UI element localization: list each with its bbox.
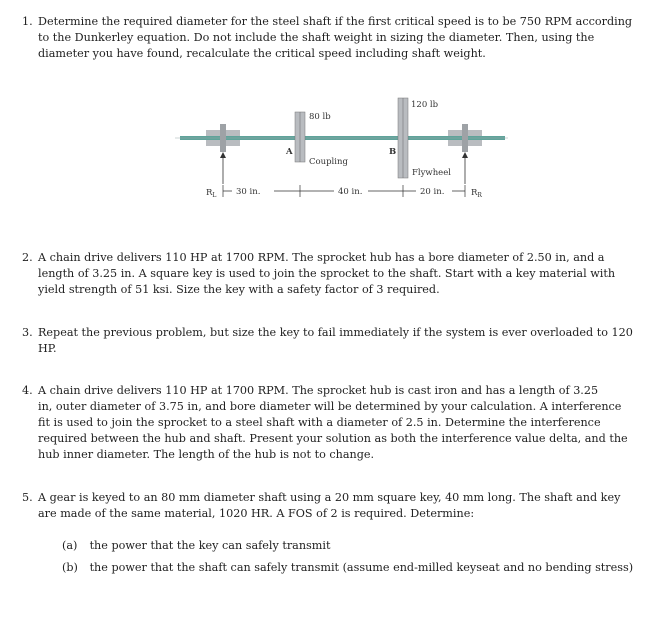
problem-5-subitem-a <box>62 538 642 554</box>
subitem-text: the power that the shaft can safely transmit (assume end-milled keyseat and no bending stress) <box>89 561 634 574</box>
dimension-30-label: 30 in. <box>236 187 261 197</box>
problem-number: 5. <box>22 491 33 504</box>
problem-text-line: yield strength of 51 ksi. Size the key with a safety factor of 3 required. <box>38 283 440 296</box>
problem-number: 2. <box>22 251 33 264</box>
problem-text-line: fit is used to join the sprocket to a steel shaft with a diameter of 2.5 in. Determine the interference <box>38 416 601 429</box>
dimension-20-label: 20 in. <box>420 187 445 197</box>
problem-text-line: hub inner diameter. The length of the hub is not to change. <box>38 448 375 461</box>
right-bearing-support <box>462 124 468 152</box>
coupling-label: Coupling <box>309 157 348 167</box>
problem-text-line: A chain drive delivers 110 HP at 1700 RPM. The sprocket hub is cast iron and has a length of 3.25 <box>38 384 599 397</box>
problem-text-line: Repeat the previous problem, but size the key to fail immediately if the system is ever overloaded to 120 <box>38 326 633 339</box>
problem-5-subitem-b <box>62 560 642 576</box>
problem-text-line: A gear is keyed to an 80 mm diameter shaft using a 20 mm square key, 40 mm long. The shaft and key <box>38 491 621 504</box>
subitem-text: the power that the key can safely transmit <box>89 539 331 552</box>
problem-text-line: required between the hub and shaft. Present your solution as both the interference value delta, and the <box>38 432 628 445</box>
problem-text-line: A chain drive delivers 110 HP at 1700 RPM. The sprocket hub has a bore diameter of 2.50 in, and a <box>38 251 605 264</box>
point-b-label: B <box>389 147 397 157</box>
problem-number: 4. <box>22 384 33 397</box>
problem-text-line: HP. <box>38 342 57 355</box>
problem-number: 3. <box>22 326 33 339</box>
problem-text-line: are made of the same material, 1020 HR. A FOS of 2 is required. Determine: <box>38 507 475 520</box>
problem-number: 1. <box>22 15 33 28</box>
subitem-tag: (b) <box>62 561 78 574</box>
subitem-tag: (a) <box>62 539 78 552</box>
reaction-right-label: $R_R$ <box>471 188 482 199</box>
left-bearing-support <box>220 124 226 152</box>
problem-text-line: to the Dunkerley equation. Do not include the shaft weight in sizing the diameter. Then, using the <box>38 31 595 44</box>
load-80-label: 80 lb <box>309 112 331 122</box>
problem-3 <box>22 325 634 357</box>
problem-1 <box>22 14 634 62</box>
load-120-label: 120 lb <box>411 100 439 110</box>
problem-4 <box>22 383 634 463</box>
problem-text-line: length of 3.25 in. A square key is used to join the sprocket to the shaft. Start with a key material with <box>38 267 616 280</box>
dimension-40-label: 40 in. <box>338 187 363 197</box>
shaft-diagram <box>170 84 510 214</box>
flywheel-label: Flywheel <box>412 168 451 178</box>
problem-text-line: diameter you have found, recalculate the critical speed including shaft weight. <box>38 47 486 60</box>
point-a-label: A <box>286 147 293 157</box>
problem-5 <box>22 490 634 522</box>
problem-text-line: in, outer diameter of 3.75 in, and bore diameter will be determined by your calculation. A interference <box>38 400 622 413</box>
reaction-left-label: $R_L$ <box>206 188 217 199</box>
problem-text-line: Determine the required diameter for the steel shaft if the first critical speed is to be 750 RPM according <box>38 15 633 28</box>
problem-2 <box>22 250 634 298</box>
